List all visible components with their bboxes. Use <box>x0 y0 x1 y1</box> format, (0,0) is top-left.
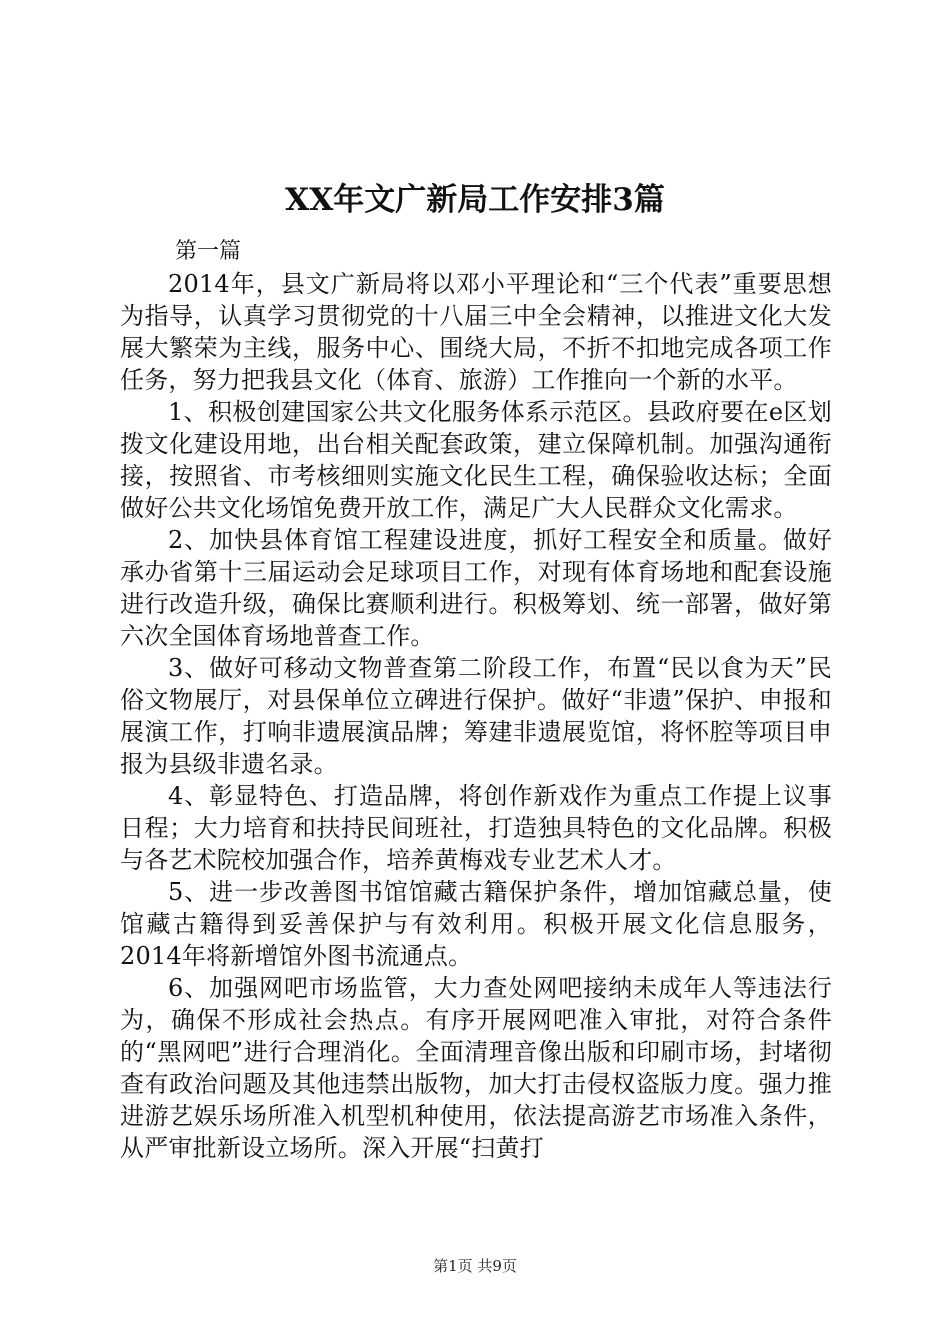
paragraph-item-5: 5、进一步改善图书馆馆藏古籍保护条件，增加馆藏总量，使馆藏古籍得到妥善保护与有效利用。积极开展文化信息服务，2014年将新增馆外图书流通点。 <box>120 878 832 970</box>
page-footer: 第1页 共9页 <box>433 1257 517 1275</box>
paragraph-item-4: 4、彰显特色、打造品牌，将创作新戏作为重点工作提上议事日程；大力培育和扶持民间班社，打造独具特色的文化品牌。积极与各艺术院校加强合作，培养黄梅戏专业艺术人才。 <box>120 782 832 874</box>
section-label: 第一篇 <box>175 239 242 264</box>
paragraph-item-6: 6、加强网吧市场监管，大力查处网吧接纳未成年人等违法行为，确保不形成社会热点。有序开展网吧准入审批，对符合条件的“黑网吧”进行合理消化。全面清理音像出版和印刷市场，封堵彻查有政治问题及其他违禁出版物，加大打击侵权盗版力度。强力推进游艺娱乐场所准入机型机种使用，依法提高游艺市场准入条件，从严审批新设立场所。深入开展“扫黄打 <box>120 974 832 1162</box>
paragraph-intro: 2014年，县文广新局将以邓小平理论和“三个代表”重要思想为指导，认真学习贯彻党的十八届三中全会精神，以推进文化大发展大繁荣为主线，服务中心、围绕大局，不折不扣地完成各项工作任务，努力把我县文化（体育、旅游）工作推向一个新的水平。 <box>120 270 832 394</box>
document-body <box>120 236 832 1164</box>
paragraph-item-3: 3、做好可移动文物普查第二阶段工作，布置“民以食为天”民俗文物展厅，对县保单位立碑进行保护。做好“非遗”保护、申报和展演工作，打响非遗展演品牌；筹建非遗展览馆，将怀腔等项目申报为县级非遗名录。 <box>120 654 832 778</box>
paragraph-item-2: 2、加快县体育馆工程建设进度，抓好工程安全和质量。做好承办省第十三届运动会足球项目工作，对现有体育场地和配套设施进行改造升级，确保比赛顺利进行。积极筹划、统一部署，做好第六次全国体育场地普查工作。 <box>120 526 832 650</box>
paragraph-item-1: 1、积极创建国家公共文化服务体系示范区。县政府要在e区划拨文化建设用地，出台相关配套政策，建立保障机制。加强沟通衔接，按照省、市考核细则实施文化民生工程，确保验收达标；全面做好公共文化场馆免费开放工作，满足广大人民群众文化需求。 <box>120 398 832 522</box>
document-title: XX年文广新局工作安排3篇 <box>285 182 665 218</box>
